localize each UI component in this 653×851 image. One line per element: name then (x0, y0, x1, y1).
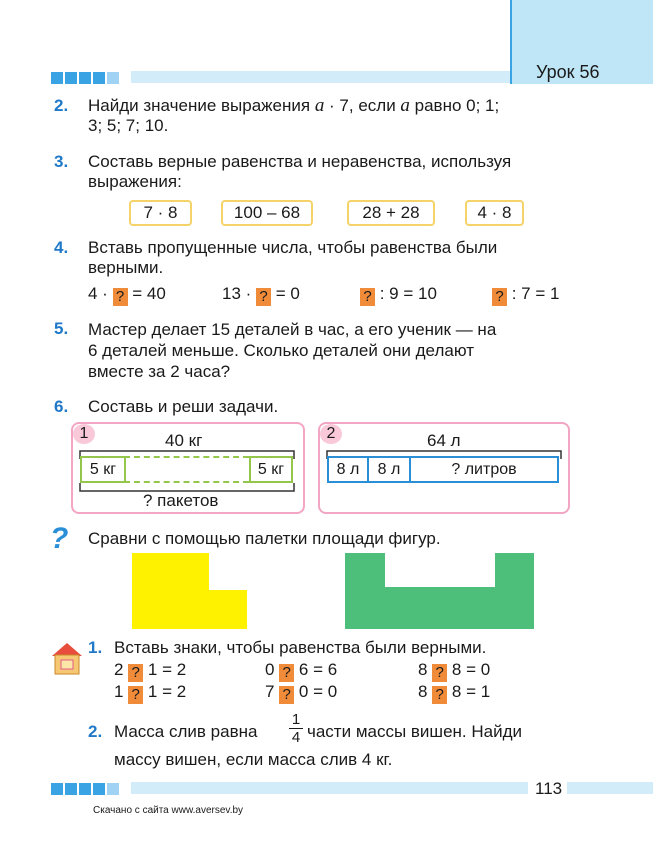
home-1-text: Вставь знаки, чтобы равенства были верными. (114, 638, 487, 657)
missing-number: ? (113, 288, 128, 306)
denominator: 4 (291, 729, 301, 746)
green-figure (345, 553, 534, 629)
numerator: 1 (289, 711, 303, 729)
equation: ? : 9 = 10 (360, 284, 437, 306)
missing-sign: ? (279, 686, 294, 704)
equation: 1 ? 1 = 2 (114, 682, 187, 703)
home-2-line2: массу вишен, если масса слив 4 кг. (114, 750, 393, 769)
missing-sign: ? (279, 664, 294, 682)
segment-bar (327, 456, 559, 483)
text: Найди значение выражения (88, 96, 315, 115)
compare-text: Сравни с помощью палетки площади фигур. (88, 529, 441, 548)
equation: 2 ? 1 = 2 (114, 660, 187, 681)
text: Составь верные равенства и неравенства, используя (88, 152, 512, 171)
home-2-line1: Масса слив равна (114, 722, 258, 741)
equation: 13 · ? = 0 (222, 284, 300, 305)
fraction (289, 711, 303, 746)
text: равно 0; 1; (409, 96, 500, 115)
text: выражения: (88, 172, 182, 191)
dashed-segment (124, 456, 249, 483)
equation: 8 ? 8 = 0 (418, 660, 491, 681)
equation: 7 ? 0 = 0 (265, 682, 338, 703)
footer-bar (131, 782, 528, 794)
total-label: 64 л (427, 431, 461, 450)
question-icon: ? (50, 522, 69, 555)
segment-bar (80, 456, 293, 483)
task-4-text (88, 238, 497, 278)
text: Мастер делает 15 деталей в час, а его ученик — на (88, 320, 497, 339)
footer-bar-right (567, 782, 653, 794)
task-2 (54, 96, 68, 116)
source-note: Скачано с сайта www.aversev.by (93, 805, 244, 816)
missing-number: ? (360, 288, 375, 306)
segment-5kg: 5 кг (80, 456, 126, 483)
text: 3; 5; 7; 10. (88, 116, 169, 135)
text: верными. (88, 258, 164, 277)
equation: ? : 7 = 1 (492, 284, 559, 306)
segment-8l: 8 л (369, 458, 411, 481)
house-icon (50, 640, 84, 676)
expression-box: 7 · 8 (129, 200, 192, 226)
total-label: 40 кг (165, 431, 203, 450)
bottom-label: ? пакетов (143, 491, 219, 510)
task-number: 3. (54, 152, 69, 171)
expression-box: 4 · 8 (465, 200, 524, 226)
missing-sign: ? (432, 686, 447, 704)
expression-box: 28 + 28 (347, 200, 435, 226)
segment-unknown: ? литров (451, 461, 517, 478)
text: Вставь пропущенные числа, чтобы равенства были (88, 238, 498, 257)
variable-a: a (314, 95, 325, 116)
segment-5kg: 5 кг (249, 456, 293, 483)
task-2-text (88, 96, 499, 136)
text: вместе за 2 часа? (88, 362, 231, 381)
problem-number-badge: 2 (320, 424, 342, 444)
task-number: 5. (54, 319, 69, 338)
missing-sign: ? (128, 686, 143, 704)
expression-box: 100 – 68 (221, 200, 313, 226)
missing-sign: ? (128, 664, 143, 682)
task-number: 2. (88, 722, 103, 741)
task-number: 4. (54, 238, 69, 257)
header-squares (51, 71, 121, 89)
page-number: 113 (535, 779, 563, 798)
missing-number: ? (256, 288, 271, 306)
task-number: 1. (88, 638, 103, 657)
home-2-line1b: части массы вишен. Найди (307, 722, 522, 741)
text: 6 деталей меньше. Сколько деталей они делают (88, 341, 474, 360)
variable-a: a (400, 95, 410, 116)
lesson-label: Урок 56 (536, 62, 600, 82)
equation: 8 ? 8 = 1 (418, 682, 491, 703)
task-6-text: Составь и реши задачи. (88, 397, 279, 416)
header-bar (131, 71, 510, 83)
task-number: 6. (54, 397, 69, 416)
task-3-text (88, 152, 511, 192)
footer-squares (51, 782, 121, 800)
text: · 7, если (324, 96, 401, 115)
missing-number: ? (492, 288, 507, 306)
segment-8l: 8 л (329, 458, 369, 481)
task-5-text (88, 319, 496, 382)
equation: 4 · ? = 40 (88, 284, 166, 305)
equation: 0 ? 6 = 6 (265, 660, 338, 681)
yellow-figure (132, 553, 247, 629)
problem-number-badge: 1 (73, 424, 95, 444)
missing-sign: ? (432, 664, 447, 682)
task-number: 2. (54, 96, 69, 115)
